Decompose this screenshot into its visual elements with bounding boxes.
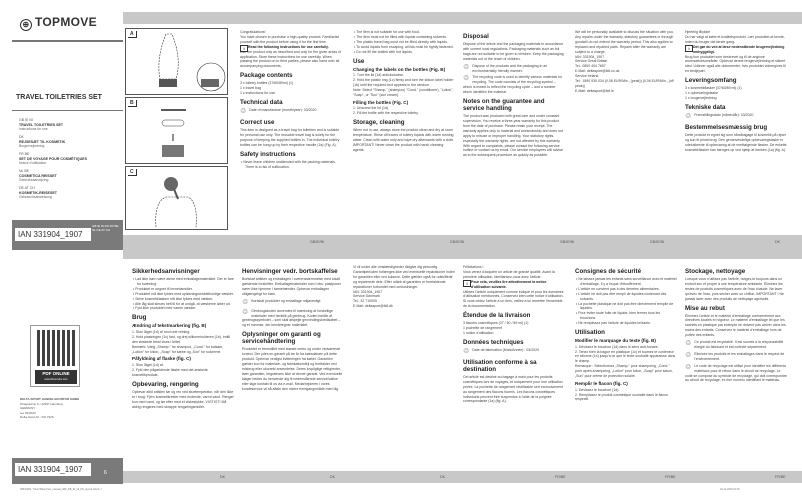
figure-b: B xyxy=(125,97,228,164)
symbol-icon: ♲ xyxy=(463,63,470,71)
paragraph: This item is designed as a travel bag for toiletries and is suitable for personal use only. The reusable travel bag is solely for the purpose of keeping the supplied bottles in. The individual toiletry bottles can be hung up by their respective handle (1a) (Fig. A). xyxy=(240,127,340,147)
header-band-top xyxy=(123,12,802,24)
paragraph: Brug kun produktet som beskrevet og til de angivne anvendelsesområder. Opbevar denne brugervejledning et sikkert sted. Udlever også alle dokumenter, hvis produktet videregives til en tredjepart. xyxy=(685,54,786,74)
symbol-icon: ♲ xyxy=(685,112,692,120)
paragraph: 2. Tenez bien la bague en plastique (1c) et tournez le conteneur en silicone (1b) jusqu'à ce que le texte souhaité apparaisse dans le champ. xyxy=(575,349,676,364)
language-title: COSMETICA REISSET xyxy=(19,174,57,178)
page-footer-label: GB/IE/NI xyxy=(450,240,465,244)
icon-paragraph: ♲ Bortskaf produkter og emballage miljøvenligt. xyxy=(242,298,322,306)
section-heading: Consignes de sécurité xyxy=(575,268,642,275)
language-subtitle: Gebrauchsanweisung xyxy=(19,195,52,199)
text-column xyxy=(685,30,787,153)
language-title: REJSESÆT TIL KOSMETIK xyxy=(19,140,66,144)
header-band-bottom xyxy=(123,250,802,259)
bullet-item: • Fyld ikke produktet med varme væsker. xyxy=(133,306,197,311)
language-subtitle: Notice d'utilisation xyxy=(19,161,47,165)
bullet-item: • Ne laissez jamais les enfants sans surveillance avec le matériel d'emballage. Il y a risque d'étouffement. xyxy=(576,277,677,286)
section-heading: Technical data xyxy=(240,98,283,106)
paragraph: 2. Fill the bottle with the respective toiletry. xyxy=(353,111,419,116)
section-heading: Disposal xyxy=(463,33,489,40)
brand-icon: ⊕ xyxy=(20,19,32,31)
icon-paragraph: ♲ Genbrugskoden anvendes til mærkning af forskellige materialer med henblik på genbrug. Koden består af genbrugssymbolet – som skal afspejle genvindingskredsløbet – og et nummer, der kendetegner materialet. xyxy=(242,308,341,328)
section-heading: Storage, cleaning xyxy=(353,119,405,127)
symbol-icon: ♲ xyxy=(242,298,249,306)
paragraph: 2. Remplissez le produit cosmétique souhaité dans le flacon respectif. xyxy=(575,392,668,402)
paragraph: Produktet er fremstillet med største omhu og under vedvarende kontrol. Der ydes en garanti på tre år fra købsdatoen på dette produkt. Opbevar venligst kvitteringen fra købet. Garantien gælder kun for materiale- og fabrikationsfejl og bortfalder ved misbrug eller ukorrekt anvendelse. Deres lovpligtige rettigheder, især garantien, begrænses ikke af denne garanti. Ved eventuelle klager bedes du henvende dig til nedenstående servicehotline eller tage kontakt til os via e-mail. Medarbejderen i vores kundeservice vil så aftale den videre fremgangsmåde med dig. xyxy=(242,347,343,391)
page-footer-label: GB/IE/NI xyxy=(650,240,665,244)
text-column xyxy=(240,30,342,169)
text-column xyxy=(353,30,455,153)
text-column xyxy=(132,265,234,409)
language-subtitle: Brugervejledning xyxy=(19,144,45,148)
figure-c: C xyxy=(125,166,228,230)
bullet-item: • L'article ne doit pas être rempli de liquides contenant des solvants. xyxy=(576,291,667,301)
page-marker: 6 xyxy=(104,470,107,476)
paragraph: 1 x instructions for use xyxy=(240,91,276,96)
language-codes: DE AT CH xyxy=(19,186,35,190)
label-change-illustration xyxy=(126,98,227,163)
icon-paragraph: ♲ Date de fabrication (Mois/Année) : 03/2020 xyxy=(463,347,540,355)
subsection-heading: Ændring af tekstmarkering (fig. B) xyxy=(132,323,207,329)
paragraph: IAN: 331904_1907 xyxy=(575,54,605,59)
paragraph: E-Mail: deltasport@lidl.dk xyxy=(353,304,393,309)
paragraph: E-Mail: deltasport@lidl.co.uk xyxy=(575,69,620,74)
section-heading: Use xyxy=(353,57,365,65)
paragraph: 1 x opbevaringstaske xyxy=(685,91,719,96)
paragraph: 1 notice d'utilisation xyxy=(463,330,494,335)
paragraph: Éliminez l'article et le matériel d'emballage conformément aux directives locales en vigueur. Le matériel d'emballage tel que les sachets en plastique par exemple ne doivent pas arriver dans les mains des enfants. Conservez le matériel d'emballage hors de portée des enfants. xyxy=(685,313,786,338)
page-footer-label: GB/IE/NI xyxy=(560,240,575,244)
info-note: i Read the following instructions for use carefully. xyxy=(240,45,342,50)
language-subtitle: Gebruiksaanwijzing xyxy=(19,178,49,182)
icon-paragraph: ♲ Le code de recyclage est utilisé pour identifier les différents matériaux pour le retour dans le circuit de recyclage. Le code se compose du symbole de recyclage, qui doit correspondre au circuit de recyclage, et d'un numéro identifiant le matériau. xyxy=(685,363,787,383)
bullet-item: • Never leave children unattended with the packing materials. There is a risk of suffocation. xyxy=(241,159,336,169)
section-heading: Stockage, nettoyage xyxy=(685,268,746,275)
paragraph: Dispose of the article and the packaging materials in accordance with current local regulations. Packaging materials such as foil bags are not suitable to be given to children. Keep the packaging materials out of the reach of children. xyxy=(463,42,564,61)
paragraph: 1. Dévissez le bouchon (1d). xyxy=(575,387,620,392)
section-heading: Mise au rebut xyxy=(685,304,725,312)
paragraph: Bortskaf artiklen og emballagen i overensstemmelse med lokalt gældende forskrifter. Emballagematerialer som f.eks. plastposer hører ikke hjemme i børnehænder. Opbevar emballagen utilgængeligt for børn. xyxy=(242,277,342,296)
bullet-item: • Alle låg skal skrues helt til for at undgå, at væskerne løber ud. xyxy=(133,301,231,306)
section-heading: Leveringsomfang xyxy=(685,77,737,85)
paragraph: Service Danmark xyxy=(353,294,380,299)
icon-paragraph: ♲ The recycling code is used to identify various materials for recycling. The code consists of the recycling symbol – which is meant to reflect the recycling cycle – and a number which identifies the material. xyxy=(463,75,563,95)
section-heading: Henvisninger vedr. bortskaffelse xyxy=(242,268,338,275)
paragraph: Hjertelig tillykke! xyxy=(685,30,711,34)
subsection-heading: Filling the bottles (Fig. C) xyxy=(353,99,409,105)
language-title: SET DE VOYAGE POUR COSMÉTIQUES xyxy=(19,157,87,161)
text-column xyxy=(353,265,455,309)
paragraph: 2. Hold plastringen (1c) fast, og drej silikoneholderen (1b), indtil den ønskede tekst vises i feltet. xyxy=(132,334,231,344)
paragraph: Tel.: 1890 930 034 (0,08 EUR/Min., (peak)) (0,06 EUR/Min., (off peak)) xyxy=(575,79,674,88)
paragraph: 3 x toiletry bottles (37/60/89ml) (1) xyxy=(240,81,294,86)
paragraph: Du har valgt at købe et kvalitetsprodukt. Lær produktet at kende, inden du bruger det første gang. xyxy=(685,34,785,44)
symbol-icon: ♲ xyxy=(685,340,692,348)
paragraph: Lorsque vous n'utilisez pas l'article, rangez-le toujours dans un endroit sec et propre à une température ambiante. Éliminez les restes de produits cosmétiques avec de l'eau chaude. Ne laver qu'avec de l'eau, puis sécher avec un chiffon. IMPORTANT ! Ne jamais laver avec des produits de nettoyage agressifs. xyxy=(685,277,784,301)
text-column xyxy=(463,265,565,404)
section-heading: Correct use xyxy=(240,118,275,126)
language-codes: GB IE NI xyxy=(19,118,33,122)
paragraph: 1. Unscrew the lid (1d). xyxy=(353,106,389,111)
filling-illustration xyxy=(126,167,227,229)
symbol-icon: ♲ xyxy=(685,351,692,359)
language-codes: DK xyxy=(19,135,24,139)
paragraph: Remarque : Sélectionnez „Shamp." pour shampoing, „Cond." pour après-shampoing, „Lotion" pour lotion, „Soap" pour savon, „Sun" pour crème de protection solaire. xyxy=(575,364,674,379)
language-subtitle: Instructions for use xyxy=(19,127,48,131)
manufacturer-address: DELTA-SPORT HANDELSKONTOR GMBH Wragekamp 6 • 22397 Hamburg GERMANY ⏘ 03/2020 Delta-Sport-Nr.: KR-7326 xyxy=(20,397,80,419)
page-footer-label: DK xyxy=(440,475,445,479)
section-heading: Utilisation xyxy=(575,329,605,337)
brand-logo: ⊕ TOPMOVE xyxy=(20,15,97,31)
section-heading: Notes on the guarantee and service handling xyxy=(463,98,545,113)
paragraph: Tel.: 0800 404 7657 xyxy=(575,64,606,69)
paragraph: 3 x kosmetikflasker (37/60/89 ml) (1) xyxy=(685,86,742,91)
paragraph: 2. Hold the plastic ring (1c) firmly and turn the silicon label holder (1b) until the required text appears in the window. xyxy=(353,78,454,87)
paragraph: Service Ireland xyxy=(575,74,599,79)
info-note: i Det gør du ved at læse nedenstående brugervejledning omhyggeligt. xyxy=(685,45,787,55)
paragraph: Utilisez l'article uniquement comme indiqué et pour les domaines d'utilisation mentionnés. Conservez bien cette notice d'utilisation. Si vous cédez l'article à un tiers, veillez à lui remettre l'ensemble de la documentation. xyxy=(463,289,564,309)
bullet-item: • The plastic travel bag must not be filled directly with liquids. xyxy=(354,39,448,44)
language-title: TRAVEL TOILETRIES SET xyxy=(19,123,64,127)
paragraph: We will be personally available to discuss the situation with you. Any repairs under the warranty, statutory guarantees or through goodwill do not extend the warranty period. This also applies to replaced and repaired parts. Repairs after the warranty are subject to a charge. xyxy=(575,30,674,54)
print-date: 20.12.2019 10:38 xyxy=(720,488,740,491)
paragraph: You have chosen to purchase a high-quality product. Familiarise yourself with the product before using it for the first time. xyxy=(240,34,340,44)
section-heading: Sikkerhedsanvisninger xyxy=(132,268,200,275)
ian-number-top: IAN 331904_1907 xyxy=(15,228,91,241)
paragraph: Use the product only as described and only for the given areas of application. Store these instructions for use carefully. When passing the product on to third parties, please also hand over all accompanying documents. xyxy=(240,49,341,69)
language-codes: NL BE xyxy=(19,169,29,173)
info-note: i Pour cela, veuillez lire attentivement la notice d'utilisation suivante. xyxy=(463,280,565,290)
paragraph: Note: Select "Shamp." (shampoo) "Cond." (conditioner), "Lotion", "Soap", or "Sun" (sun cream). xyxy=(353,87,454,97)
paragraph: Bemærk: Vælg „Shamp." for shampoo, „Cond." for balsam, „Lotion" for lotion, „Soap" for sæbe og „Sun" for solcreme. xyxy=(132,344,224,354)
icon-paragraph: ♲ Éliminez les produits et les emballages dans le respect de l'environnement. xyxy=(685,351,785,361)
section-heading: Utilisation conforme à sa destination xyxy=(463,358,537,373)
paragraph: 1. Skru låget (1d) af. xyxy=(132,363,164,368)
page-footer-label: FR/BE xyxy=(665,475,676,479)
page-footer-label: DK xyxy=(330,475,335,479)
bullet-item: • The item is not suitable for use with food. xyxy=(354,30,420,34)
paragraph: 1. Turn the lid (1d) anticlockwise. xyxy=(353,73,404,78)
paragraph: Congratulations! xyxy=(240,30,266,34)
section-heading: Brug xyxy=(132,314,147,322)
symbol-icon: ♲ xyxy=(463,75,470,83)
section-heading: Package contents xyxy=(240,72,293,80)
paragraph: 1 pochette de rangement xyxy=(463,326,502,331)
paragraph: E-Mail: deltasport@lidl.ie xyxy=(575,88,614,93)
bullet-item: • La pochette plastique ne doit pas être directement remplie de liquides. xyxy=(576,301,674,311)
language-list xyxy=(19,118,119,203)
paragraph: Cet article est destiné au bagage à main pour les produits cosmétiques lors de voyages, et uniquement pour une utilisation privée. La pochette de rangement réutilisable sert exclusivement au rangement des flacons fournis. Les flacons cosmétiques individuels peuvent être suspendus à l'aide de la poignée correspondante (1a) (fig. A). xyxy=(463,374,563,404)
bottle-illustration xyxy=(126,29,227,94)
section-heading: Oplysninger om garanti og servicehåndtering xyxy=(242,331,321,346)
paragraph: Tel.: 32 710005 xyxy=(353,299,377,304)
text-column xyxy=(575,30,677,94)
page-footer-label: DK xyxy=(775,240,780,244)
bullet-item: • The item must not be filled with liquids containing solvents. xyxy=(354,34,447,39)
section-heading: Données techniques xyxy=(463,338,524,346)
subsection-heading: Modifier le marquage du texte (fig. B) xyxy=(575,338,656,344)
paragraph: Opbevar altid artiklen tør og ren ved stuetemperatur, når den ikke er i brug. Fjern kosmetikrester med rindende, varmt vand. Rengør kun med vand, og tør efter med et viskestykke. VIGTIGT! Må aldrig rengøres med skrappe rengøringsmidler. xyxy=(132,389,234,409)
paragraph: Félicitations ! xyxy=(463,265,484,269)
language-title: KOSMETIK-REISESET xyxy=(19,191,57,195)
qr-code[interactable]: PDF ONLINE www.lidl-service.com xyxy=(30,325,80,387)
ian-number-bottom: IAN 331904_1907 xyxy=(15,463,91,476)
country-codes: GB IE NI DK FR BE NL DE AT CH xyxy=(92,224,119,232)
page-footer-label: DK xyxy=(220,475,225,479)
symbol-icon: ♲ xyxy=(685,363,692,371)
paragraph: 1. Skru låget (1d) af mod uret retning. xyxy=(132,329,191,334)
section-heading: Tekniske data xyxy=(685,103,726,111)
icon-paragraph: ♲ Dispose of the products and the packaging in an environmentally friendly manner. xyxy=(463,63,548,73)
bullet-item: • Produktet må ikke fyldes med opløsningsmiddelholdige væsker. xyxy=(133,291,234,296)
paragraph: Vous venez d'acquérir un article de grande qualité. Avant la première utilisation, familiarisez-vous avec l'article. xyxy=(463,269,555,279)
symbol-icon: ♲ xyxy=(463,347,470,355)
divider xyxy=(12,110,123,111)
section-heading: Bestemmelsesmæssig brug xyxy=(685,123,768,131)
icon-paragraph: ♲ Date of manufacture (month/year): 03/2020 xyxy=(240,107,317,115)
paragraph: The product was produced with great care and under constant supervision. You receive a three-year warranty for this product from the date of purchase. Please retain your receipt. The warranty applies only to material and workmanship and does not apply to misuse or improper handling. Your statutory rights, especially the warranty rights, are not affected by this warranty. With regard to complaints, please contact the following service hotline or contact us by email. Our service employees will advise as to the subsequent procedure as quickly as possible. xyxy=(463,114,563,158)
paragraph: Vi vil under alle omstændigheder rådgive dig personlig. Garantiperioden forlænges ikke ved eventuelle reparationer inden for garantien eller ved kulance. Dette gælder også for udskiftede og reparerede dele. Efter udløb af garantien er forefaldende reparationer forbundet med omkostninger. xyxy=(353,265,455,289)
bullet-item: • Selve kosmetiktasken må ikke fyldes med væsker. xyxy=(133,296,214,301)
paragraph: Dette produkt er egnet sig som håndbagage til kosmetik på rejser og kun til privat brug. Den genanvendelige opbevaringstaske er udelukkende til opbevaring af de medfølgende flasker. De enkelte kosmetikflasker kan hænges op ved hjælp af hanken (1a) (fig. A). xyxy=(685,132,787,152)
bullet-item: • Pour éviter toute fuite de liquide, bien fermer tous les bouchons. xyxy=(576,311,661,321)
text-column xyxy=(685,265,787,385)
page-footer-label: GB/IE/NI xyxy=(310,240,325,244)
paragraph: 1 x brugervejledning xyxy=(685,95,717,100)
figure-a: A xyxy=(125,28,228,95)
paragraph: 1. Dévissez le bouchon (1d) dans le sens anti-horaire. xyxy=(575,344,659,349)
text-column xyxy=(463,30,565,158)
subsection-heading: Remplir le flacon (fig. C) xyxy=(575,381,628,386)
symbol-icon: ♲ xyxy=(240,107,247,115)
cover-title: TRAVEL TOILETRIES SET xyxy=(16,94,102,101)
bullet-item: • Produktet er uegnet til levnedsmidler. xyxy=(133,286,193,291)
bullet-item: • Do not fill the bottles with hot liquids. xyxy=(354,49,413,54)
subsection-heading: Changing the labels on the bottles (Fig. B) xyxy=(353,66,446,72)
section-heading: Opbevaring, rengøring xyxy=(132,380,199,388)
language-codes: FR BE xyxy=(19,152,30,156)
section-heading: Étendue de la livraison xyxy=(463,312,531,320)
bullet-item: • Lad ikke børn være alene med emballagematerialet. Der er fare for kvælning. xyxy=(133,277,234,286)
paragraph: When not in use, always store the product clean and dry at room temperature. Rinse off traces of toiletry liquids with warm running water. Clean with water only and wipe dry afterwards with a cloth. IMPORTANT! Never clean the product with harsh cleaning agents. xyxy=(353,128,455,152)
paragraph: IAN: 331904_1907 xyxy=(353,289,383,294)
subsection-heading: Påfyldning af flaske (fig. C) xyxy=(132,356,191,362)
bullet-item: • Ne remplissez pas l'article de liquides brûlants. xyxy=(576,321,651,326)
divider xyxy=(12,40,123,42)
icon-paragraph: ♲ Fremstillingsdato (måned/år): 03/2020 xyxy=(685,112,754,120)
bullet-item: • To avoid liquids from escaping, all lids must be tightly fastened. xyxy=(354,44,454,49)
page-footer-label: FR/BE xyxy=(775,475,786,479)
symbol-icon: ♲ xyxy=(242,308,249,316)
file-info: IM331904_TravelToiletrySet_manual_LB6_GB_IE_NI_DK_layout.indd 1-7 xyxy=(20,488,102,491)
icon-paragraph: ♲ Ce produit est recyclable. Il est soumis à la responsabilité élargie du fabricant et est collecté séparément. xyxy=(685,340,784,349)
page-footer-label: FR/BE xyxy=(555,475,566,479)
manufacture-date-icon: ⏘ xyxy=(20,409,24,416)
bullet-item: • L'article ne convient pas à des denrées alimentaires. xyxy=(576,286,660,291)
paragraph: 3 flacons cosmétiques (37 / 60 / 89 ml) (1) xyxy=(463,321,529,326)
text-column xyxy=(575,265,677,402)
text-column xyxy=(242,265,344,391)
paragraph: 1 x travel bag xyxy=(240,86,262,91)
paragraph: Service Great Britain xyxy=(575,59,608,64)
paragraph: 2. Fyld den pågældende flaske med det ønskede kosmetikprodukt. xyxy=(132,367,208,377)
section-heading: Safety instructions xyxy=(240,150,296,158)
